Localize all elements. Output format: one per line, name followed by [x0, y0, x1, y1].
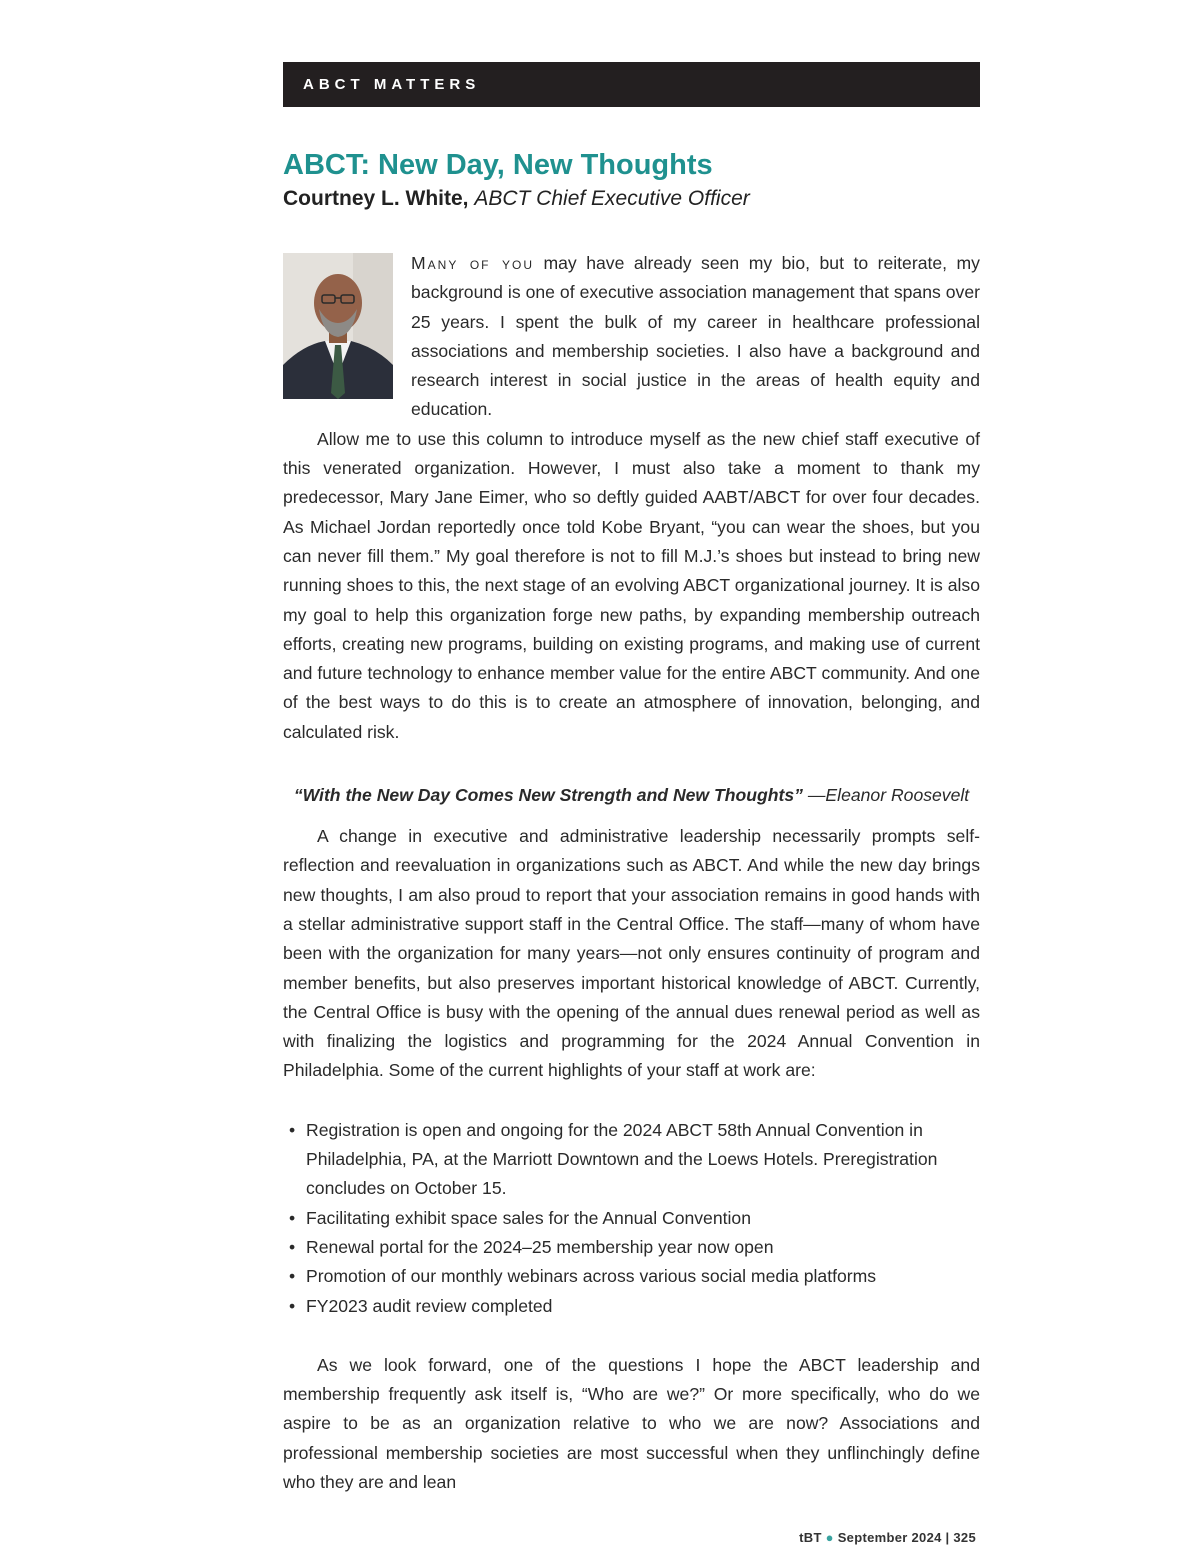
paragraph-introduction: Allow me to use this column to introduce myself as the new chief staff executive of this venerated organization. However, I must also take a moment to thank my predecessor, Mary Jane Eimer, who so deftly guided AABT/ABCT for over four decades. As Michael Jordan reportedly once told Kobe Bryant, “you can wear the shoes, but you can never fill them.” My goal therefore is not to fill M.J.’s shoes but instead to bring new running shoes to this, the next stage of an evolving ABCT organizational journey. It is also my goal to help this organization forge new paths, by expanding membership outreach efforts, creating new programs, building on existing programs, and making use of current and future technology to enhance member value for the entire ABCT community. And one of the best ways to do this is to create an atmosphere of innovation, belonging, and calculated risk. — [283, 428, 980, 742]
intro-text: may have already seen my bio, but to reiterate, my background is one of executive association management that spans over 25 years. I spent the bulk of my career in healthcare professional associations and membership societies. I also have a background and research interest in social justice in the areas of health equity and education. — [411, 253, 980, 420]
author-role: ABCT Chief Executive Officer — [474, 187, 750, 210]
footer-divider: | — [945, 1530, 950, 1545]
list-item: • Registration is open and ongoing for the 2024 ABCT 58th Annual Convention in Philadelphia, PA, at the Marriott Downtown and the Loews Hotels. Preregistration concludes on October 15. — [283, 1116, 980, 1204]
article-page — [283, 62, 980, 1497]
quote-attribution: —Eleanor Roosevelt — [802, 785, 970, 806]
paragraph-looking-forward: As we look forward, one of the questions I hope the ABCT leadership and membership frequently ask itself is, “Who are we?” Or more specifically, who do we aspire to be as an organization relative to who we are now? Associations and professional membership societies are most successful when they unflinchingly define who they are and lean — [283, 1354, 980, 1492]
author-name: Courtney L. White, — [283, 187, 469, 210]
separator-dot: ● — [825, 1530, 834, 1545]
intro-lead-in: Many of you — [411, 253, 534, 273]
article-title: ABCT: New Day, New Thoughts — [283, 149, 713, 181]
intro-section — [283, 249, 980, 425]
list-item: • Renewal portal for the 2024–25 membership year now open — [283, 1233, 980, 1262]
section-banner: ABCT MATTERS — [283, 62, 980, 107]
pull-quote — [283, 781, 980, 810]
list-item: • Promotion of our monthly webinars across various social media platforms — [283, 1262, 980, 1291]
issue-date: September 2024 — [837, 1530, 942, 1545]
page-footer — [799, 1530, 976, 1545]
publication-name: tBT — [799, 1530, 822, 1545]
byline — [283, 185, 980, 213]
list-item: • Facilitating exhibit space sales for the Annual Convention — [283, 1204, 980, 1233]
author-portrait-photo — [283, 253, 393, 399]
page-number: 325 — [953, 1530, 976, 1545]
list-item: • FY2023 audit review completed — [283, 1292, 980, 1321]
highlights-list — [283, 1116, 980, 1321]
quote-text: “With the New Day Comes New Strength and New Thoughts” — [293, 785, 803, 806]
paragraph-staff: A change in executive and administrative leadership necessarily prompts self-reflection and reevaluation in organizations such as ABCT. And while the new day brings new thoughts, I am also proud to report that your association remains in good hands with a stellar administrative support staff in the Central Office. The staff—many of whom have been with the organization for many years—not only ensures continuity of program and member benefits, but also preserves important historical knowledge of ABCT. Currently, the Central Office is busy with the opening of the annual dues renewal period as well as with finalizing the logistics and programming for the 2024 Annual Convention in Philadelphia. Some of the current highlights of your staff at work are: — [283, 826, 980, 1081]
